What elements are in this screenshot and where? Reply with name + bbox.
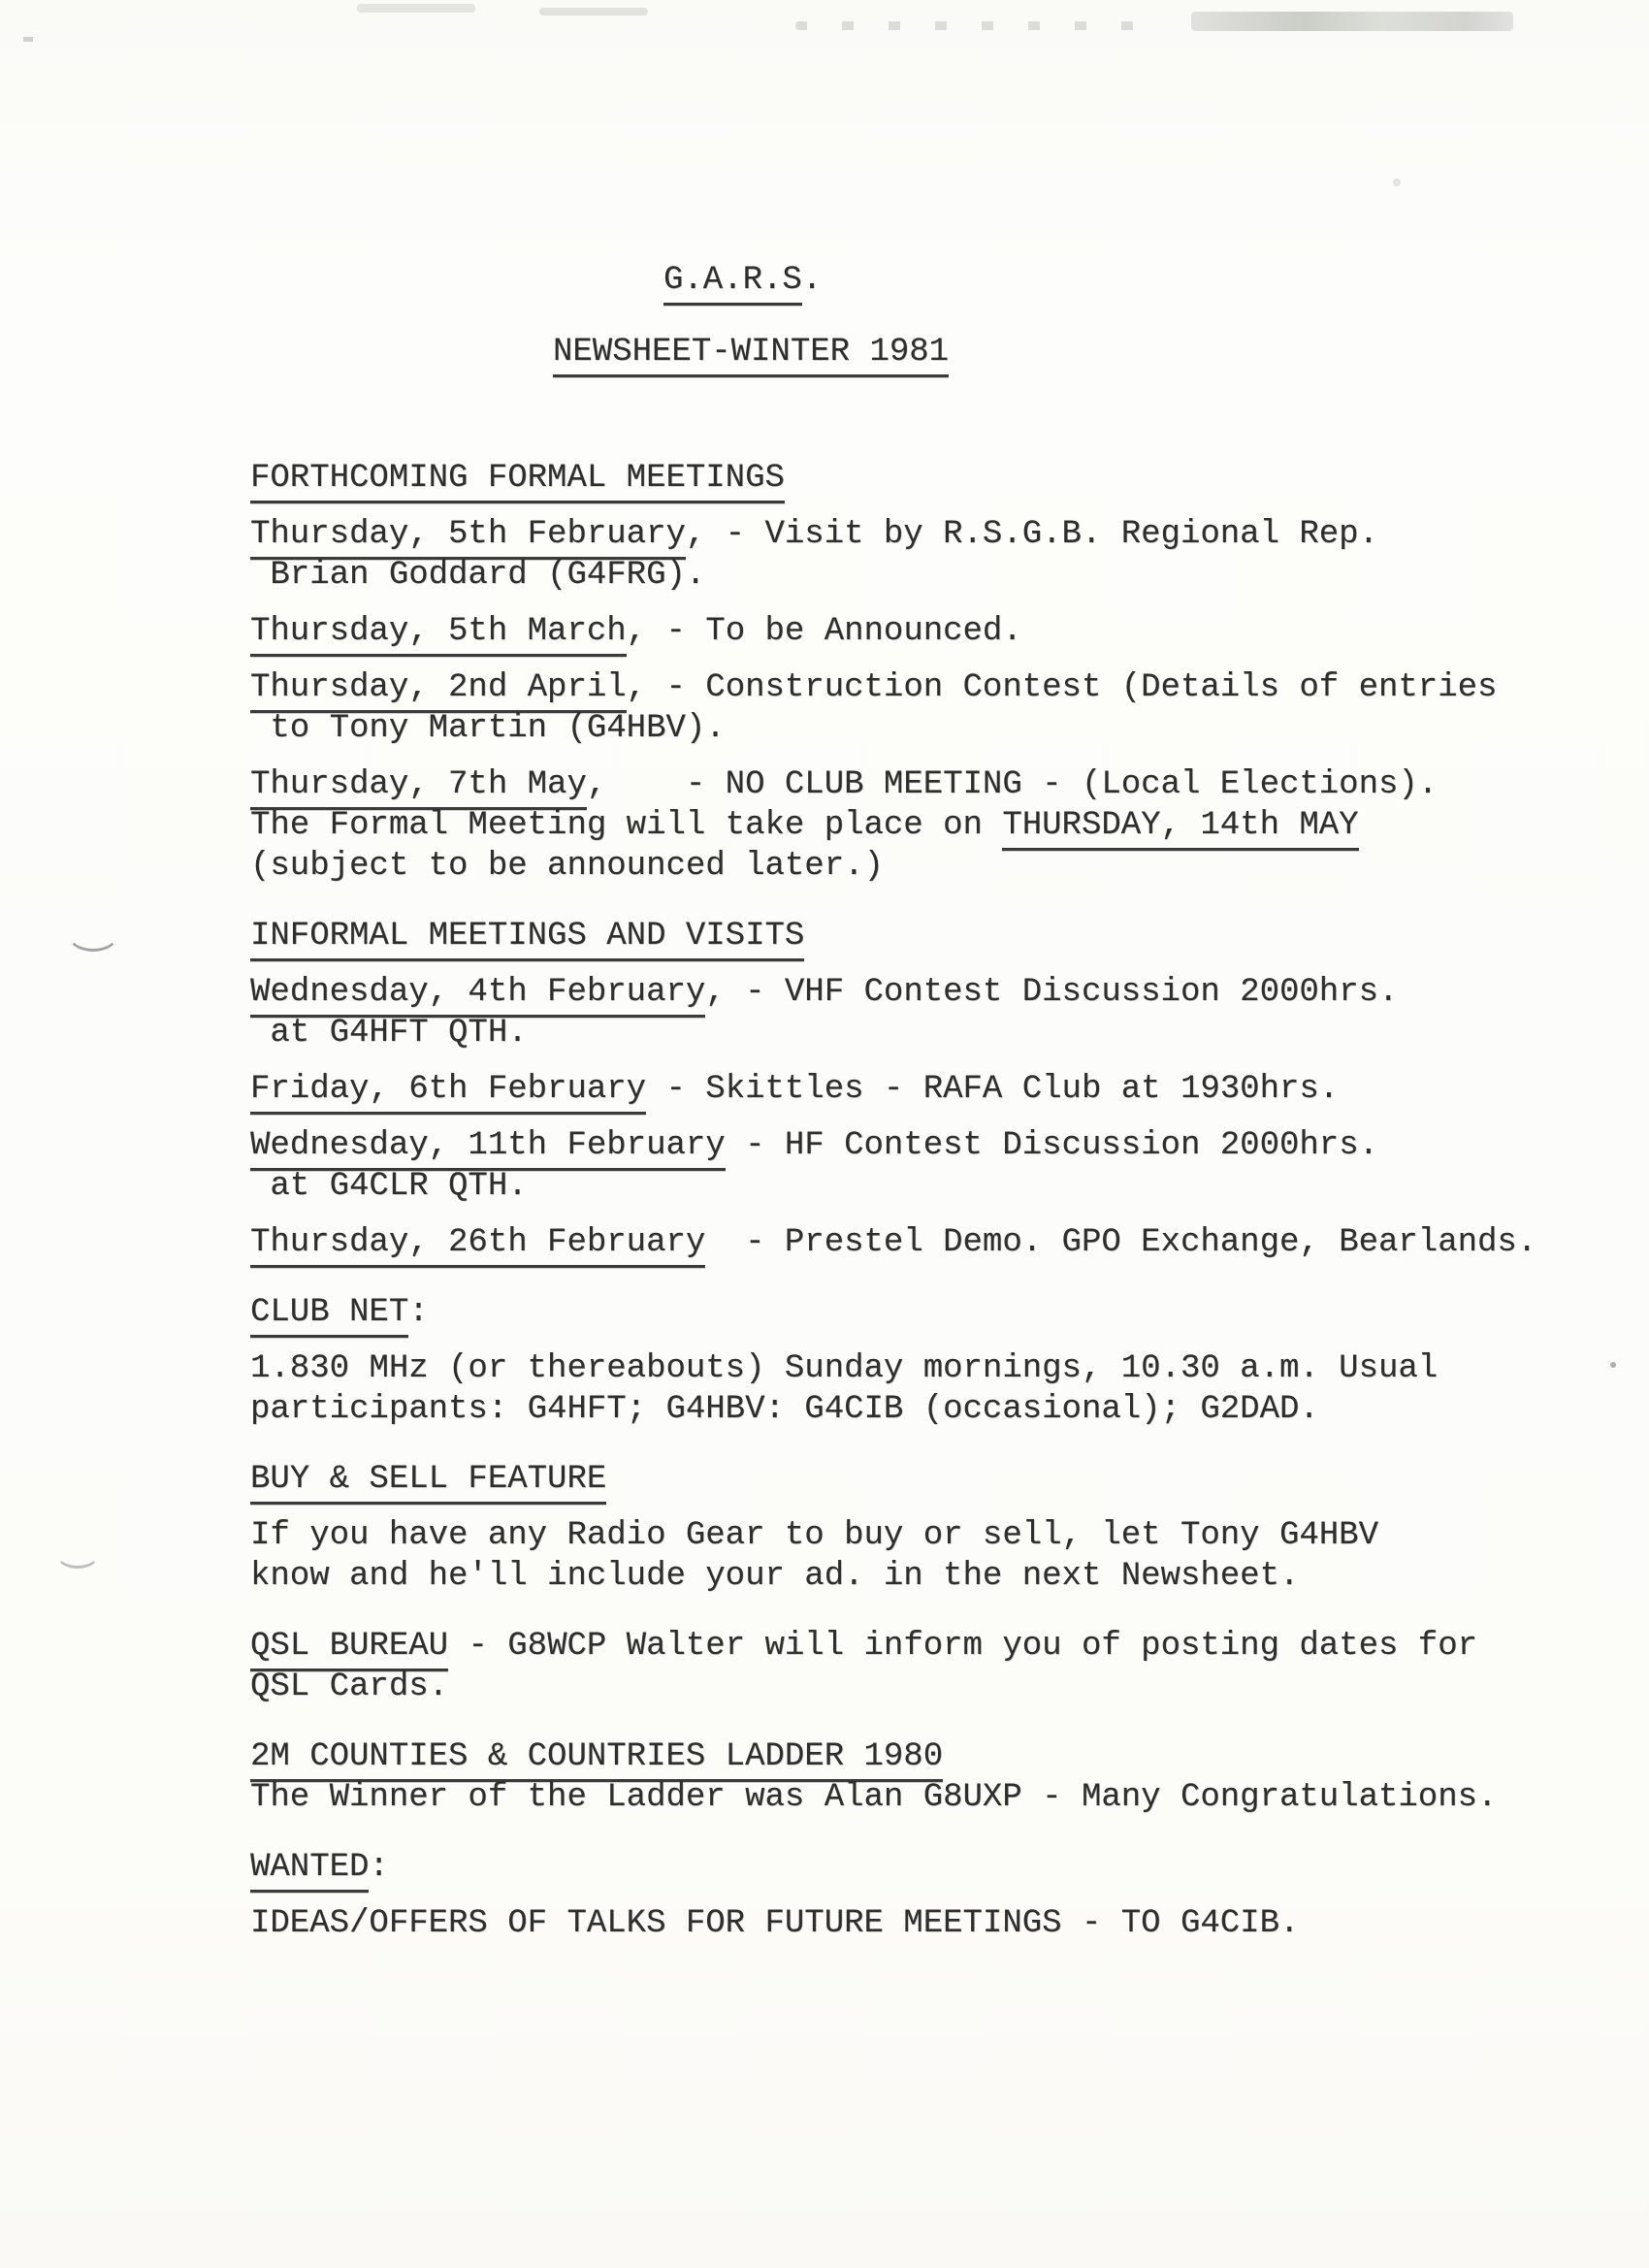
typed-line	[250, 1166, 1536, 1207]
typed-text: , - To be Announced.	[626, 613, 1022, 650]
typed-line	[250, 555, 1536, 596]
meeting-7th-may	[250, 764, 1536, 887]
typed-line	[250, 1459, 1536, 1500]
typed-text: .	[801, 262, 823, 299]
typed-text: - HF Contest Discussion 2000hrs.	[725, 1127, 1378, 1164]
section-qsl-bureau	[250, 1626, 1536, 1707]
typed-text: 1.830 MHz (or thereabouts) Sunday mornings, 10.30 a.m. Usual	[250, 1350, 1439, 1387]
typed-line	[250, 708, 1536, 749]
informal-6th-february	[250, 1069, 1536, 1110]
scan-artifact	[1610, 1362, 1616, 1368]
section-wanted	[250, 1847, 1536, 1888]
typed-line	[250, 846, 1536, 887]
meeting-5th-february	[250, 514, 1536, 596]
typed-text: know and he'll include your ad. in the next Newsheet.	[250, 1558, 1300, 1595]
underlined-text: INFORMAL MEETINGS AND VISITS	[250, 918, 804, 961]
typed-line	[250, 1125, 1536, 1166]
typed-line	[250, 764, 1536, 805]
typed-text: Brian Goddard (G4FRG).	[250, 557, 706, 594]
typed-text: , - Visit by R.S.G.B. Regional Rep.	[685, 516, 1378, 553]
underlined-text: THURSDAY, 14th MAY	[1002, 807, 1358, 851]
underlined-text: WANTED	[250, 1849, 369, 1893]
typed-line	[250, 1069, 1536, 1110]
underlined-text: Thursday, 5th February	[250, 516, 686, 560]
typed-text: QSL Cards.	[250, 1669, 449, 1705]
underlined-text: NEWSHEET-WINTER 1981	[553, 334, 949, 377]
typed-text: The Winner of the Ladder was Alan G8UXP - Many Congratulations.	[250, 1779, 1498, 1816]
typed-line	[250, 972, 1536, 1013]
typed-line	[250, 1847, 1536, 1888]
typed-line	[663, 260, 1536, 301]
section-buy-and-sell-feature	[250, 1459, 1536, 1500]
section-forthcoming-formal-meetings	[250, 458, 1536, 499]
meeting-5th-march	[250, 611, 1536, 652]
underlined-text: Thursday, 7th May	[250, 766, 587, 810]
buy-and-sell-details	[250, 1515, 1536, 1597]
typed-line	[553, 332, 1536, 373]
typed-line	[250, 1222, 1536, 1263]
typed-line	[250, 1515, 1536, 1556]
typed-text: - Skittles - RAFA Club at 1930hrs.	[646, 1071, 1340, 1108]
typed-line	[250, 667, 1536, 708]
underlined-text: Thursday, 26th February	[250, 1224, 705, 1268]
typed-text: participants: G4HFT; G4HBV: G4CIB (occasional); G2DAD.	[250, 1391, 1319, 1428]
typed-line	[250, 1626, 1536, 1667]
typed-text: , - VHF Contest Discussion 2000hrs.	[705, 974, 1399, 1011]
typed-line	[250, 916, 1536, 956]
typed-text: If you have any Radio Gear to buy or sell, let Tony G4HBV	[250, 1517, 1378, 1554]
typed-text: :	[408, 1294, 429, 1331]
typed-text: IDEAS/OFFERS OF TALKS FOR FUTURE MEETINGS - TO G4CIB.	[250, 1905, 1300, 1942]
underlined-text: Thursday, 2nd April	[250, 669, 627, 713]
underlined-text: BUY & SELL FEATURE	[250, 1461, 606, 1505]
underlined-text: 2M COUNTIES & COUNTRIES LADDER 1980	[250, 1738, 943, 1782]
typed-line	[250, 1389, 1536, 1430]
section-informal-meetings-and-visits	[250, 916, 1536, 956]
typed-line	[250, 514, 1536, 555]
typed-text: - G8WCP Walter will inform you of posting dates for	[448, 1628, 1478, 1665]
club-net-details	[250, 1348, 1536, 1430]
typed-line	[250, 1556, 1536, 1597]
typed-line	[250, 1667, 1536, 1707]
typed-text: at G4CLR QTH.	[250, 1168, 528, 1205]
typed-text: :	[369, 1849, 389, 1886]
informal-11th-february	[250, 1125, 1536, 1207]
typed-text: (subject to be announced later.)	[250, 848, 884, 885]
typed-text: - Prestel Demo. GPO Exchange, Bearlands.	[705, 1224, 1537, 1261]
typed-line	[250, 805, 1536, 846]
typed-line	[250, 1292, 1536, 1333]
underlined-text: Friday, 6th February	[250, 1071, 646, 1115]
typed-line	[250, 1736, 1536, 1777]
typed-line	[250, 611, 1536, 652]
typed-text: at G4HFT QTH.	[250, 1015, 528, 1052]
informal-26th-february	[250, 1222, 1536, 1263]
underlined-text: CLUB NET	[250, 1294, 408, 1338]
typed-line	[250, 1348, 1536, 1389]
typed-line	[250, 1903, 1536, 1944]
underlined-text: G.A.R.S	[663, 262, 802, 306]
typed-text: to Tony Martin (G4HBV).	[250, 710, 726, 747]
meeting-2nd-april	[250, 667, 1536, 749]
wanted-details	[250, 1903, 1536, 1944]
typed-line	[250, 458, 1536, 499]
underlined-text: Wednesday, 11th February	[250, 1127, 726, 1171]
typed-text: , - Construction Contest (Details of entries	[626, 669, 1498, 706]
underlined-text: QSL BUREAU	[250, 1628, 448, 1671]
underlined-text: FORTHCOMING FORMAL MEETINGS	[250, 460, 785, 503]
doc-subtitle	[553, 332, 1536, 373]
informal-4th-february	[250, 972, 1536, 1053]
typed-text: The Formal Meeting will take place on	[250, 807, 1003, 844]
doc-title	[663, 260, 1536, 301]
typed-line	[250, 1777, 1536, 1818]
typed-text: , - NO CLUB MEETING - (Local Elections).	[586, 766, 1439, 803]
section-club-net	[250, 1292, 1536, 1333]
section-2m-counties-ladder	[250, 1736, 1536, 1818]
underlined-text: Thursday, 5th March	[250, 613, 627, 657]
typed-line	[250, 1013, 1536, 1053]
underlined-text: Wednesday, 4th February	[250, 974, 705, 1018]
